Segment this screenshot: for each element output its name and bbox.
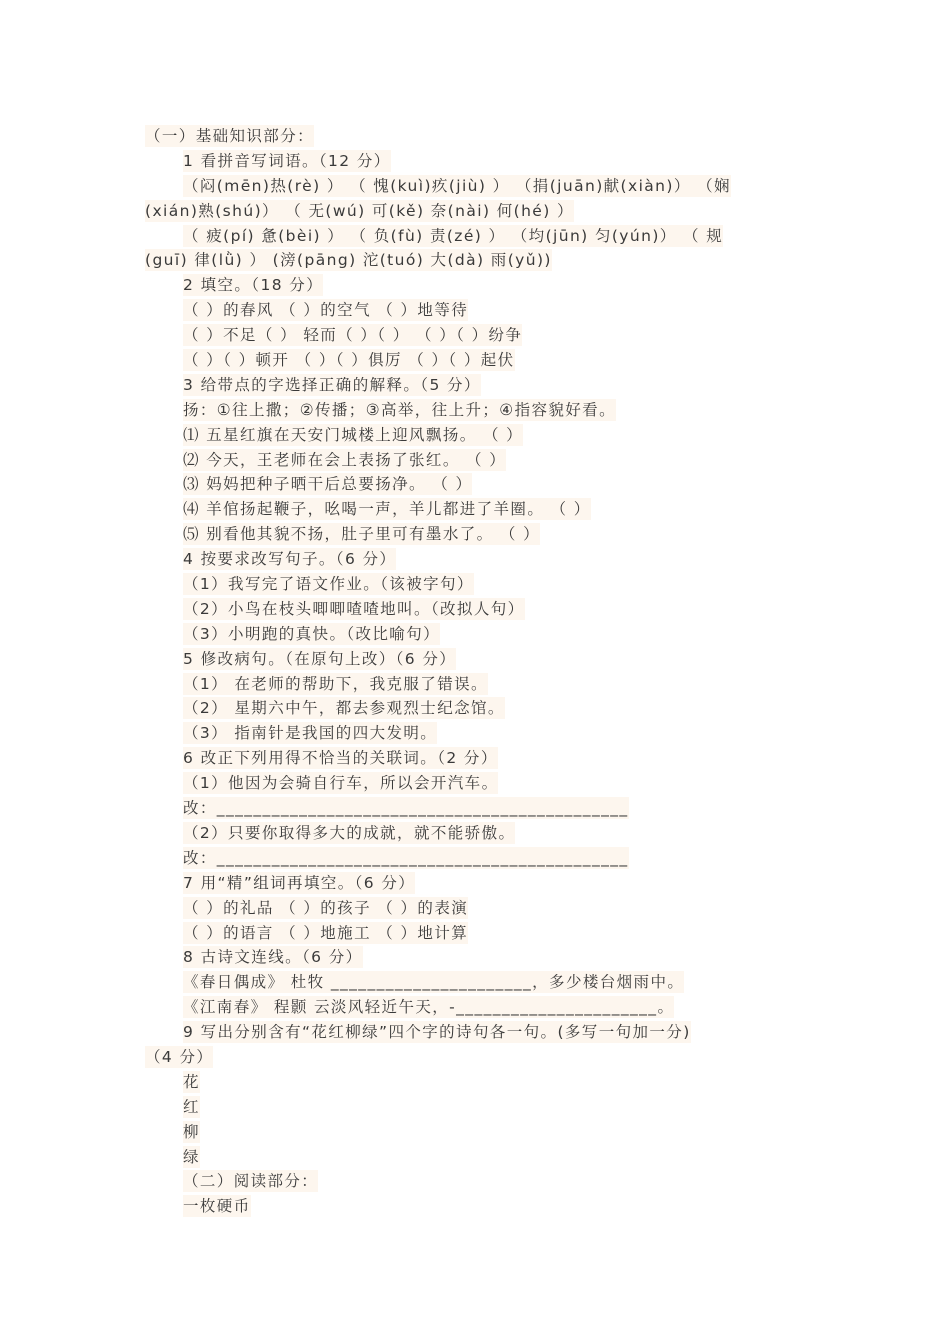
text-line: [145, 1020, 810, 1045]
text-line-content: （ 疲(pí) 惫(bèi) ） （ 负(fù) 责(zé) ） （均(jūn) 匀(yún)） （ 规: [183, 226, 724, 245]
text-line: [145, 647, 810, 672]
text-line-content: 《江南春》 程颢 云淡风轻近午天，-______________________。: [183, 998, 675, 1017]
text-line: [145, 174, 810, 199]
text-line: [145, 373, 810, 398]
text-line-content: (guī) 律(lǜ) ） (滂(pāng) 沱(tuó) 大(dà) 雨(yǔ)): [145, 251, 552, 270]
text-line: [145, 1169, 810, 1194]
text-line-content: （ ）不足（ ） 轻而（ ）（ ） （ ）（ ）纷争: [183, 326, 523, 345]
text-line-content: （2）小鸟在枝头唧唧喳喳地叫。（改拟人句）: [183, 599, 525, 618]
text-line-content: ⑷ 羊倌扬起鞭子，吆喝一声，羊儿都进了羊圈。 （ ）: [183, 500, 591, 519]
text-line: [145, 721, 810, 746]
text-line-content: 扬：①往上撒；②传播；③高举，往上升；④指容貌好看。: [183, 400, 616, 419]
text-line: [145, 199, 810, 224]
text-line-content: （ ）的春风 （ ）的空气 （ ）地等待: [183, 301, 469, 320]
text-line-content: 3 给带点的字选择正确的解释。（5 分）: [183, 375, 481, 394]
text-line: [145, 1095, 810, 1120]
text-line-content: 改：_____________________________________________: [183, 799, 629, 818]
text-line: [145, 796, 810, 821]
text-line: [145, 273, 810, 298]
text-line-content: ⑵ 今天，王老师在会上表扬了张红。 （ ）: [183, 450, 507, 469]
text-line: [145, 846, 810, 871]
text-line-content: （1）他因为会骑自行车，所以会开汽车。: [183, 774, 499, 793]
text-line-content: （4 分）: [145, 1047, 214, 1066]
text-line-content: （2）只要你取得多大的成就，就不能骄傲。: [183, 823, 516, 842]
text-line-content: （2） 星期六中午，都去参观烈士纪念馆。: [183, 699, 505, 718]
text-line-content: （1）我写完了语文作业。（该被字句）: [183, 575, 474, 594]
text-line: [145, 970, 810, 995]
text-line-content: 6 改正下列用得不恰当的关联词。（2 分）: [183, 749, 498, 768]
text-line-content: （闷(mēn)热(rè) ） （ 愧(kuì)疚(jiù) ） （捐(juān)献(xiàn)） （娴: [183, 176, 731, 195]
text-line: [145, 298, 810, 323]
text-line: [145, 472, 810, 497]
text-line: [145, 871, 810, 896]
text-line: [145, 995, 810, 1020]
text-line: [145, 1194, 810, 1219]
text-line: [145, 1045, 810, 1070]
text-line: [145, 1070, 810, 1095]
text-line: [145, 945, 810, 970]
text-line: [145, 896, 810, 921]
text-line: [145, 497, 810, 522]
text-line-content: （3） 指南针是我国的四大发明。: [183, 724, 438, 743]
text-line: [145, 547, 810, 572]
text-line-content: （二）阅读部分：: [183, 1172, 319, 1191]
text-line-content: 1 看拼音写词语。（12 分）: [183, 151, 391, 170]
text-line-content: 一枚硬币: [183, 1197, 251, 1216]
text-line-content: 绿: [183, 1147, 200, 1166]
text-line-content: 4 按要求改写句子。（6 分）: [183, 550, 397, 569]
text-line: [145, 398, 810, 423]
text-line: [145, 1120, 810, 1145]
text-line-content: 2 填空。（18 分）: [183, 276, 324, 295]
text-line: [145, 696, 810, 721]
text-line: [145, 224, 810, 249]
text-line: [145, 323, 810, 348]
text-line-content: （ ）（ ）顿开 （ ）（ ）俱厉 （ ）（ ）起伏: [183, 351, 515, 370]
text-line-content: 改：_____________________________________________: [183, 848, 629, 867]
text-line: [145, 248, 810, 273]
text-line: [145, 149, 810, 174]
text-line-content: ⑸ 别看他其貌不扬，肚子里可有墨水了。 （ ）: [183, 525, 540, 544]
text-line-content: 9 写出分别含有“花红柳绿”四个字的诗句各一句。(多写一句加一分): [183, 1023, 691, 1042]
text-line: [145, 572, 810, 597]
text-line-content: ⑴ 五星红旗在天安门城楼上迎风飘扬。 （ ）: [183, 425, 524, 444]
text-line: [145, 348, 810, 373]
text-line: [145, 597, 810, 622]
text-line-content: 红: [183, 1097, 200, 1116]
text-line-content: (xián)熟(shú)） （ 无(wú) 可(kě) 奈(nài) 何(hé) ）: [145, 201, 574, 220]
text-line-content: 花: [183, 1072, 200, 1091]
text-line-content: 5 修改病句。（在原句上改）（6 分）: [183, 649, 457, 668]
text-line: [145, 672, 810, 697]
text-line: [145, 771, 810, 796]
text-line-content: （ ）的礼品 （ ）的孩子 （ ）的表演: [183, 898, 469, 917]
exam-content: [145, 124, 810, 1219]
text-line-content: （一）基础知识部分：: [145, 127, 315, 145]
text-line: [145, 448, 810, 473]
text-line: [145, 746, 810, 771]
text-line: [145, 423, 810, 448]
text-line: [145, 821, 810, 846]
text-line-content: 柳: [183, 1122, 200, 1141]
text-line: [145, 522, 810, 547]
text-line-content: （1） 在老师的帮助下，我克服了错误。: [183, 674, 488, 693]
text-line: [145, 921, 810, 946]
text-line: [145, 622, 810, 647]
text-line: [145, 1145, 810, 1170]
text-line-content: 8 古诗文连线。（6 分）: [183, 948, 363, 967]
text-line-content: ⑶ 妈妈把种子晒干后总要扬净。 （ ）: [183, 475, 473, 494]
text-line-content: （ ）的语言 （ ）地施工 （ ）地计算: [183, 923, 469, 942]
text-line-content: （3）小明跑的真快。（改比喻句）: [183, 624, 441, 643]
text-line: [145, 124, 810, 149]
text-line-content: 7 用“精”组词再填空。（6 分）: [183, 873, 416, 892]
text-line-content: 《春日偶成》 杜牧 ______________________，多少楼台烟雨中。: [183, 973, 685, 992]
